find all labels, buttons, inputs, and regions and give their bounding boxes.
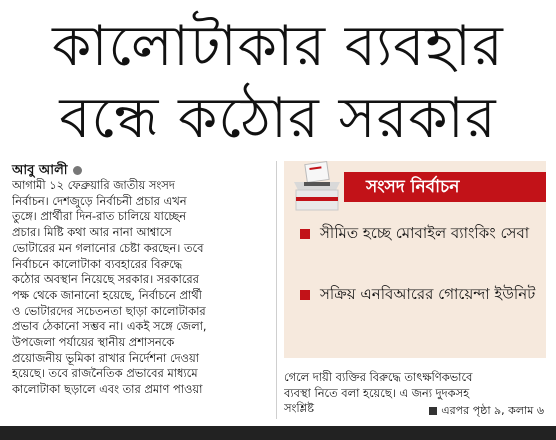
article-line: উপজেলা পর্যায়ের স্থানীয় প্রশাসনকে <box>12 335 175 350</box>
sidebar-item-text: সীমিত হচ্ছে মোবাইল ব্যাংকিং সেবা <box>320 224 530 242</box>
continuation-note <box>429 402 544 421</box>
article-line: তুঙ্গে। প্রার্থীরা দিন-রাত চালিয়ে যাচ্ছেন <box>12 209 187 224</box>
article-line: প্রচার। মিষ্টি কথা আর নানা আশ্বাসে <box>12 225 172 240</box>
column-divider <box>276 161 277 419</box>
article-line: গেলে দায়ী ব্যক্তির বিরুদ্ধে তাৎক্ষণিকভাবে <box>284 370 473 384</box>
article-line: নির্বাচনে কালোটাকা ব্যবহারের বিরুদ্ধে <box>12 256 183 271</box>
sidebar-item-text: সক্রিয় এনবিআরের গোয়েন্দা ইউনিট <box>320 285 536 303</box>
square-bullet-icon <box>429 407 437 415</box>
red-square-bullet-icon <box>300 290 310 300</box>
article-line: ব্যবস্থা নিতে বলা হয়েছে। এ জন্য দুদকসহ <box>284 385 470 400</box>
red-square-bullet-icon <box>300 229 310 239</box>
author-name: আবু আলী <box>12 163 68 178</box>
article-line: পক্ষ থেকে জানানো হয়েছে, নির্বাচনে প্রার্থী <box>12 287 202 302</box>
article-line: ভোটারের মন গলানোর চেষ্টা করছেন। তবে <box>12 240 204 255</box>
article-line: কঠোর অবস্থান নিয়েছে সরকার। সরকারের <box>12 272 199 287</box>
headline-line-1: কালোটাকার ব্যবহার <box>52 14 504 79</box>
sidebar-title: সংসদ নির্বাচন <box>366 177 460 197</box>
article-line: কালোটাকা ছড়ালে এবং তার প্রমাণ পাওয়া <box>12 382 203 397</box>
article-line: হয়েছে। তবে রাজনৈতিক প্রভাবের মাধ্যমে <box>12 366 198 381</box>
sidebar-item[interactable] <box>300 283 536 305</box>
headline-line-2: বন্ধে কঠোর সরকার <box>59 86 497 151</box>
article-line: নির্বাচন। দেশজুড়ে নির্বাচনী প্রচার এখন <box>12 193 187 208</box>
article-line: আগামী ১২ ফেব্রুয়ারি জাতীয় সংসদ <box>12 178 175 192</box>
bullet-dot-icon <box>73 166 82 175</box>
bottom-bar <box>0 426 556 440</box>
article-line: প্রয়োজনীয় ভূমিকা রাখার নির্দেশনা দেওয়া <box>12 350 199 365</box>
article-line: ও ভোটারদের সচেতনতা ছাড়া কালোটাকার <box>12 303 206 318</box>
article-line: সংশ্লিষ্ট <box>284 401 314 416</box>
article-line: প্রভাব ঠেকানো সম্ভব না। একই সঙ্গে জেলা, <box>12 319 207 334</box>
ballot-box-icon <box>290 160 344 214</box>
article-column-1 <box>12 178 268 398</box>
continuation-text: এরপর পৃষ্ঠা ৯, কলাম ৬ <box>441 404 544 417</box>
sidebar-item[interactable] <box>300 222 536 244</box>
